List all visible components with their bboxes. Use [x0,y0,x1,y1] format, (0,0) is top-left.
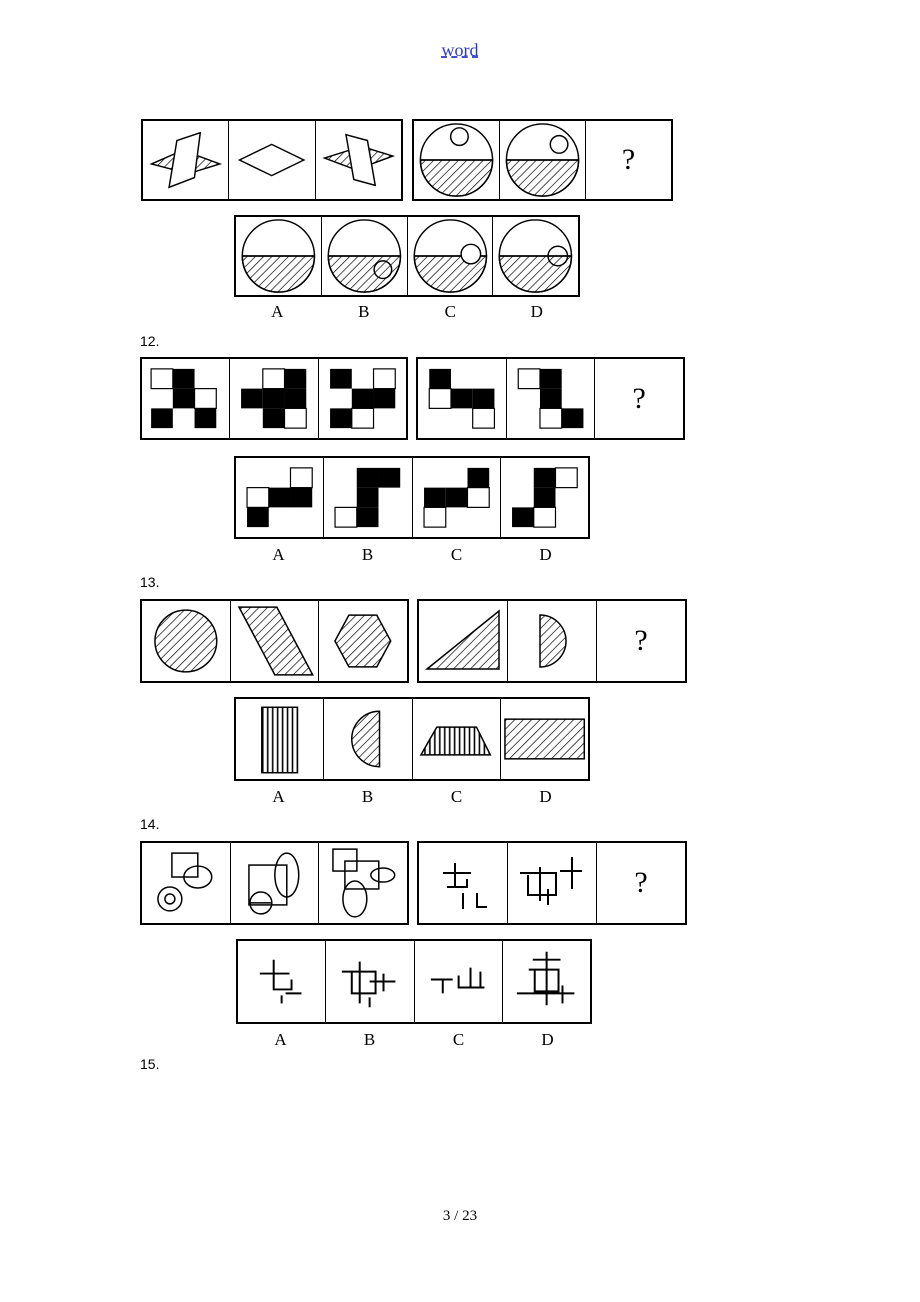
question-number-13: 13. [140,574,160,590]
vertical-striped-rectangle-figure [236,699,323,779]
q11-option-b[interactable] [322,217,408,295]
hatched-semicircle-figure [324,699,411,779]
q13-cell-5 [508,601,597,681]
q13-option-c[interactable] [413,699,501,779]
q14-cell-5 [508,843,597,923]
q13-cell-3 [319,601,407,681]
option-label: A [272,787,285,806]
squares-pattern-figure [507,359,595,438]
question-number-12: 12. [140,333,160,349]
q13-panel-right [417,599,687,683]
diamond-figure [229,121,314,199]
squares-pattern-figure [142,359,229,438]
option-label: C [450,787,463,806]
q11-answer-cell [586,121,671,199]
q13-options-panel [234,697,590,781]
question-mark: ? [632,381,646,415]
option-label: B [361,545,374,564]
q11-option-d[interactable] [493,217,578,295]
q12-option-labels [234,545,590,565]
squares-pattern-figure [230,359,317,438]
q13-option-d[interactable] [501,699,588,779]
question-number-15: 15. [140,1056,160,1072]
line-strokes-figure [415,941,502,1022]
question-number-14: 14. [140,816,160,832]
circle-half-hatched-figure [414,121,499,199]
q11-option-c[interactable] [408,217,494,295]
hatched-rectangle-figure [501,699,588,779]
q14-panel-right [417,841,687,925]
q14-option-labels [236,1030,592,1050]
q12-option-d[interactable] [501,458,588,537]
q14-option-d[interactable] [503,941,590,1022]
question-mark: ? [634,624,648,657]
hatched-parallelogram-figure [231,601,319,681]
q12-cell-2 [230,359,318,438]
option-label: B [363,1030,376,1049]
option-label: D [539,545,552,564]
q13-option-a[interactable] [236,699,324,779]
q13-cell-4 [419,601,508,681]
circle-half-hatched-figure [236,217,321,295]
q13-cell-1 [142,601,231,681]
squares-pattern-figure [236,458,323,537]
q12-cell-3 [319,359,406,438]
q11-cell-3 [316,121,401,199]
squares-pattern-figure [418,359,506,438]
q12-option-b[interactable] [324,458,412,537]
q13-option-b[interactable] [324,699,412,779]
crossed-diamonds-figure [316,121,401,199]
q14-answer-cell [597,843,685,923]
squares-pattern-figure [413,458,500,537]
q14-cell-3 [319,843,407,923]
option-label: D [539,787,552,806]
q11-panel-left [141,119,403,201]
squares-pattern-figure [324,458,411,537]
q12-cell-5 [507,359,596,438]
q11-cell-4 [414,121,500,199]
circle-half-hatched-figure [322,217,407,295]
q11-option-labels [234,302,580,322]
squares-pattern-figure [319,359,406,438]
squares-pattern-figure [501,458,588,537]
circle-half-hatched-figure [408,217,493,295]
option-label: A [274,1030,287,1049]
hatched-circle-figure [142,601,230,681]
q11-cell-2 [229,121,315,199]
q14-cell-1 [142,843,231,923]
q11-cell-5 [500,121,586,199]
page-number: 3 / 23 [442,1208,478,1224]
q13-panel-left [140,599,409,683]
q12-option-c[interactable] [413,458,501,537]
q13-answer-cell [597,601,685,681]
option-label: C [450,545,463,564]
overlapping-shapes-figure [319,843,407,923]
option-label: C [452,1030,465,1049]
q12-answer-cell [595,359,683,438]
question-mark: ? [621,143,636,176]
option-label: C [444,302,456,321]
circle-half-hatched-figure [493,217,578,295]
overlapping-shapes-figure [142,843,230,923]
hatched-triangle-figure [419,601,507,681]
q11-options-panel [234,215,580,297]
q14-cell-2 [231,843,320,923]
q12-option-a[interactable] [236,458,324,537]
q14-panel-left [140,841,409,925]
line-strokes-figure [419,843,507,923]
question-mark: ? [634,866,648,899]
option-label: A [271,302,284,321]
line-strokes-figure [326,941,413,1022]
crossed-diamonds-figure [143,121,228,199]
q12-cell-4 [418,359,507,438]
q12-cell-1 [142,359,230,438]
circle-half-hatched-figure [500,121,585,199]
q12-panel-right [416,357,685,440]
option-label: B [361,787,374,806]
vertical-striped-trapezoid-figure [413,699,500,779]
line-strokes-figure [503,941,590,1022]
option-label: D [541,1030,554,1049]
line-strokes-figure [238,941,325,1022]
q13-option-labels [234,787,590,807]
q14-option-a[interactable] [238,941,326,1022]
q14-options-panel [236,939,592,1024]
hatched-semicircle-figure [508,601,596,681]
document-header[interactable]: word [441,40,479,60]
q12-panel-left [140,357,408,440]
option-label: A [272,545,285,564]
q14-option-c[interactable] [415,941,503,1022]
q13-cell-2 [231,601,320,681]
q11-cell-1 [143,121,229,199]
option-label: D [530,302,543,321]
line-strokes-figure [508,843,596,923]
q14-option-b[interactable] [326,941,414,1022]
q12-options-panel [234,456,590,539]
q11-panel-right [412,119,673,201]
q14-cell-4 [419,843,508,923]
hatched-hexagon-figure [319,601,407,681]
option-label: B [358,302,370,321]
q11-option-a[interactable] [236,217,322,295]
overlapping-shapes-figure [231,843,319,923]
